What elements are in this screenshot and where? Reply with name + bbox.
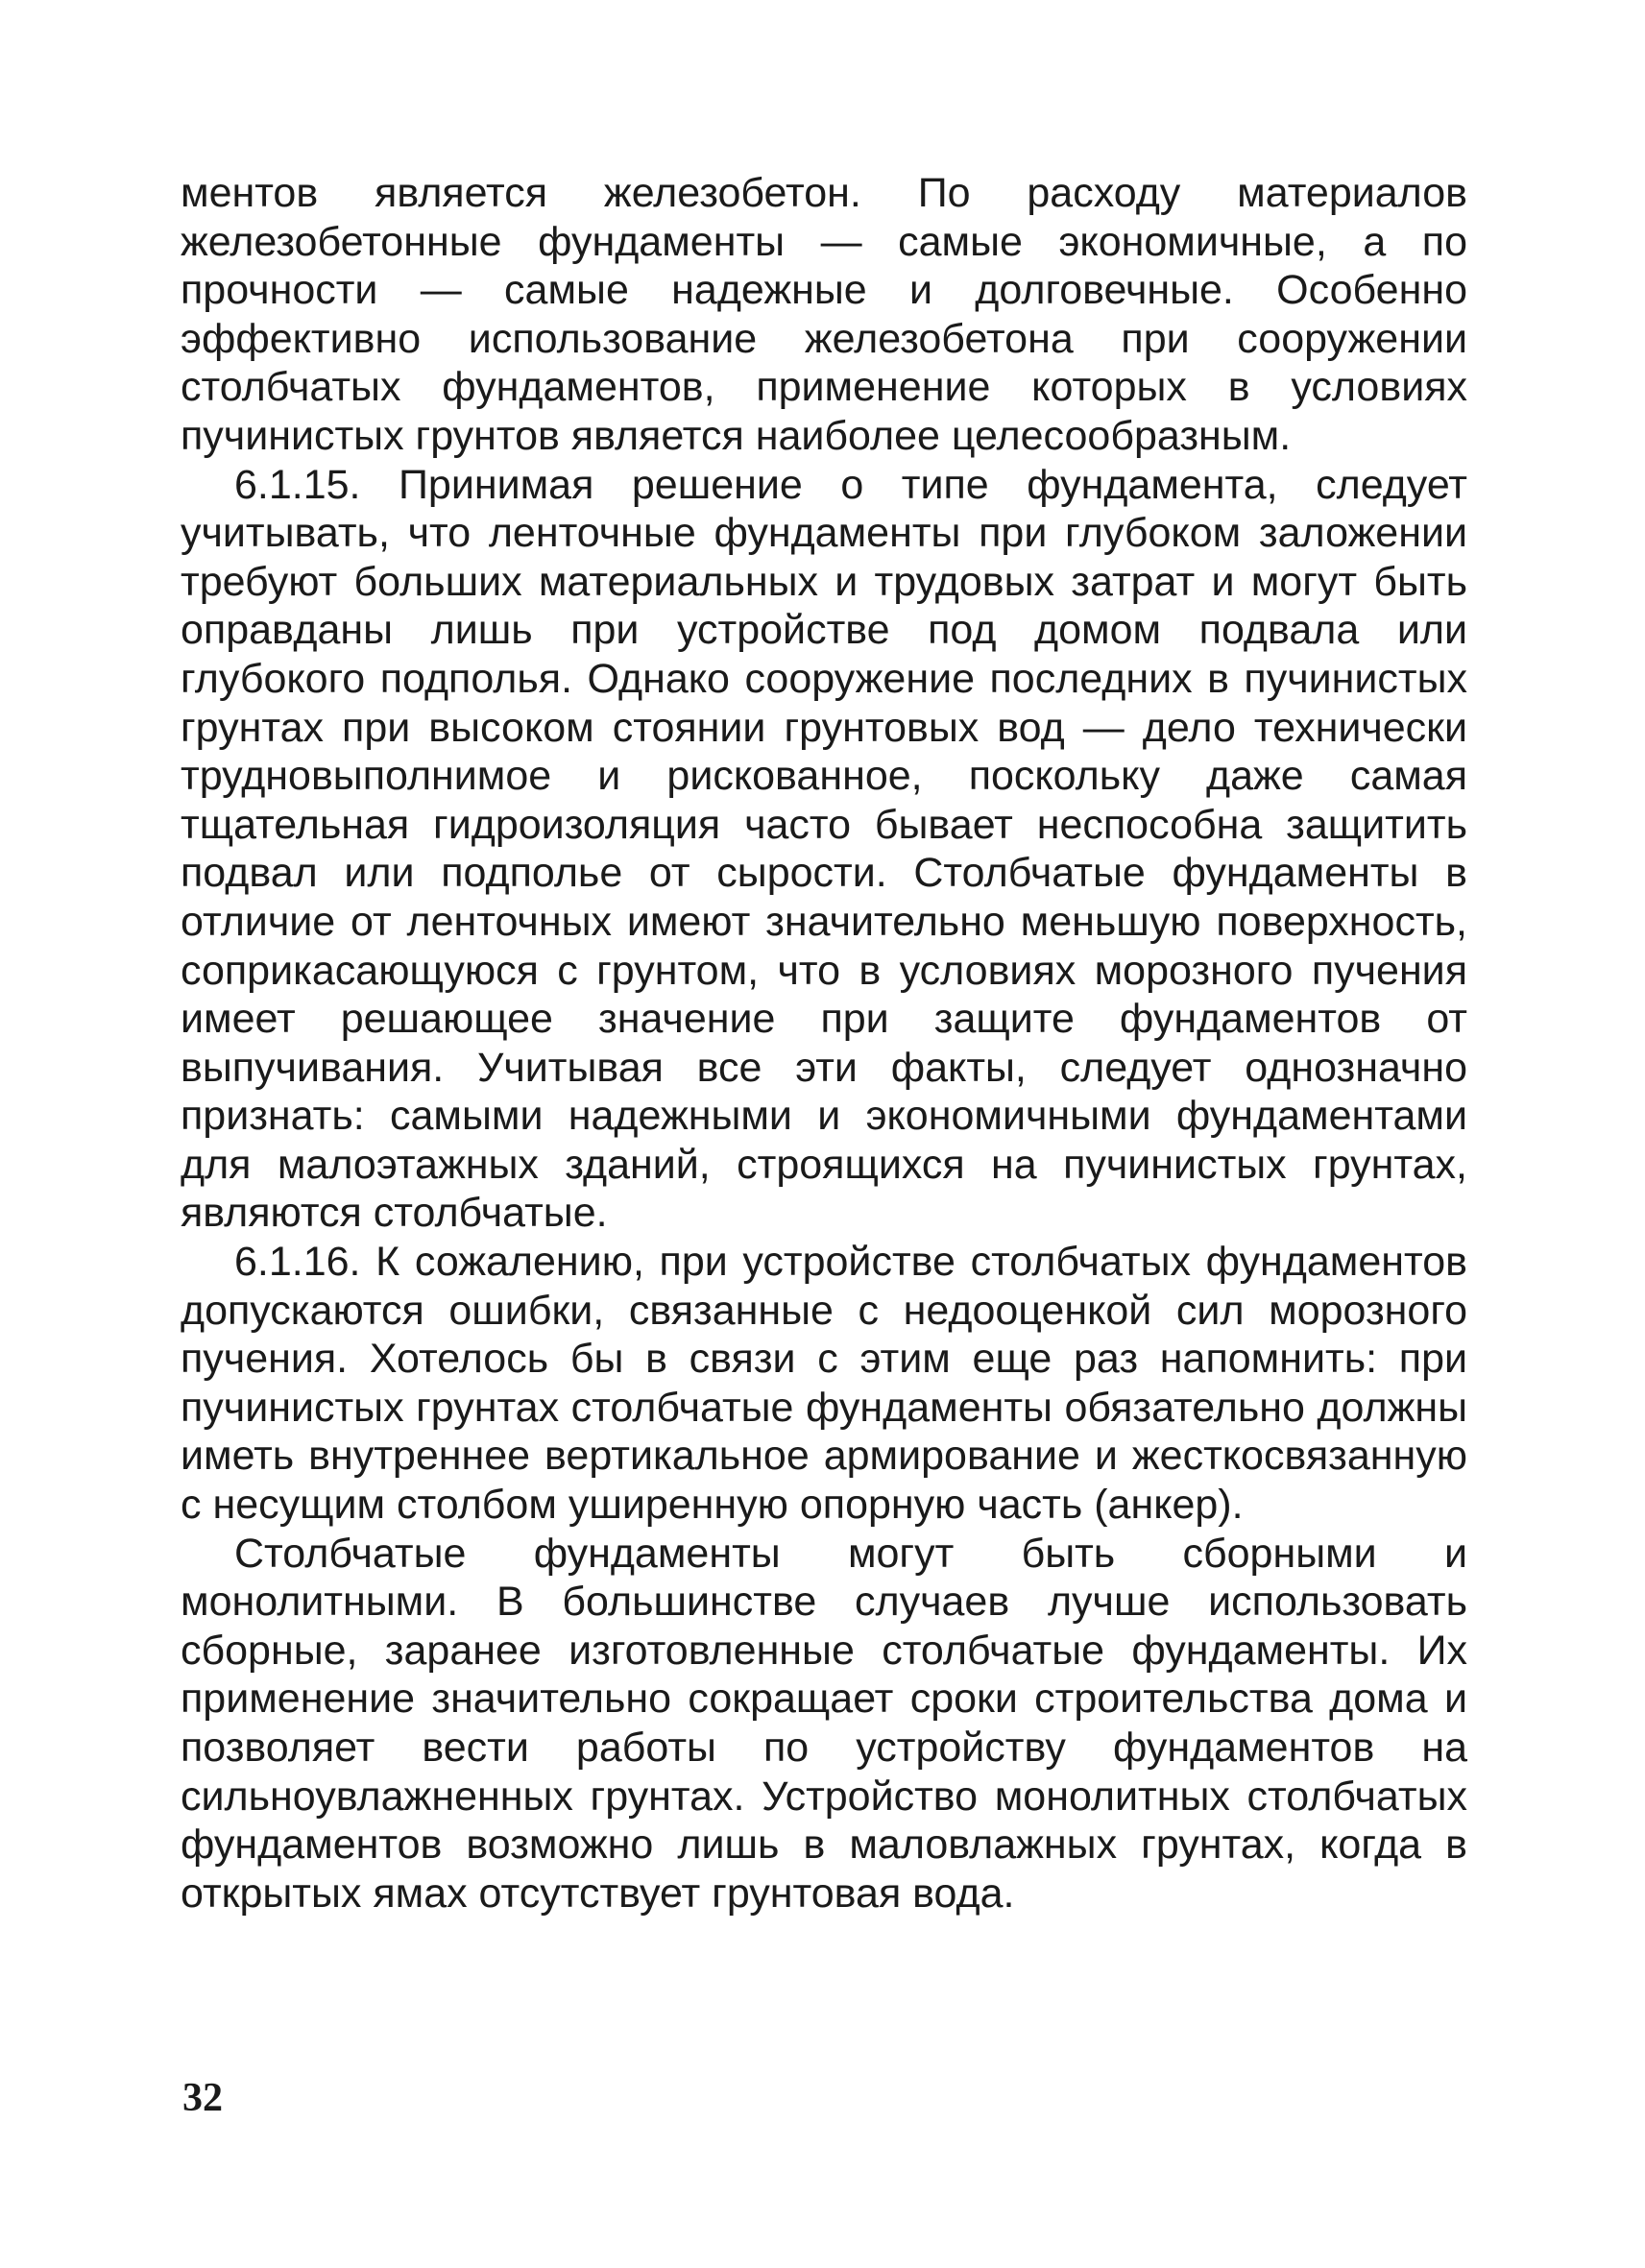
paragraph-continuation: ментов является железобетон. По расходу материалов железобетонные фундаменты — самые экономичные, а по прочности — самые надежные и долговечные. Особенно эффективно использование железобетона при сооружении столбчатых фундаментов, применение которых в условиях пучинистых грунтов является наиболее целесообразным. (181, 170, 1467, 459)
paragraph-column-foundations: Столбчатые фундаменты могут быть сборными и монолитными. В большинстве случаев лучше использовать сборные, заранее изготовленные столбчатые фундаменты. Их применение значительно сокращает сроки строительства дома и позволяет вести работы по устройству фундаментов на сильноувлажненных грунтах. Устройство монолитных столбчатых фундаментов возможно лишь в маловлажных грунтах, когда в открытых ямах отсутствует грунтовая вода. (181, 1530, 1467, 1917)
page-number: 32 (182, 2076, 223, 2120)
page-body (181, 169, 1467, 2089)
paragraph-6-1-15: 6.1.15. Принимая решение о типе фундамента, следует учитывать, что ленточные фундаменты при глубоком заложении требуют больших материальных и трудовых затрат и могут быть оправданы лишь при устройстве под домом подвала или глубокого подполья. Однако сооружение последних в пучинистых грунтах при высоком стоянии грунтовых вод — дело технически трудновыполнимое и рискованное, поскольку даже самая тщательная гидроизоляция часто бывает неспособна защитить подвал или подполье от сырости. Столбчатые фундаменты в отличие от ленточных имеют значительно меньшую поверхность, соприкасающуюся с грунтом, что в условиях морозного пучения имеет решающее значение при защите фундаментов от выпучивания. Учитывая все эти факты, следует однозначно признать: самыми надежными и экономичными фундаментами для малоэтажных зданий, строящихся на пучинистых грунтах, являются столбчатые. (181, 461, 1467, 1237)
paragraph-6-1-16: 6.1.16. К сожалению, при устройстве столбчатых фундаментов допускаются ошибки, связанные с недооценкой сил морозного пучения. Хотелось бы в связи с этим еще раз напомнить: при пучинистых грунтах столбчатые фундаменты обязательно должны иметь внутреннее вертикальное армирование и жесткосвязанную с несущим столбом уширенную опорную часть (анкер). (181, 1239, 1467, 1529)
